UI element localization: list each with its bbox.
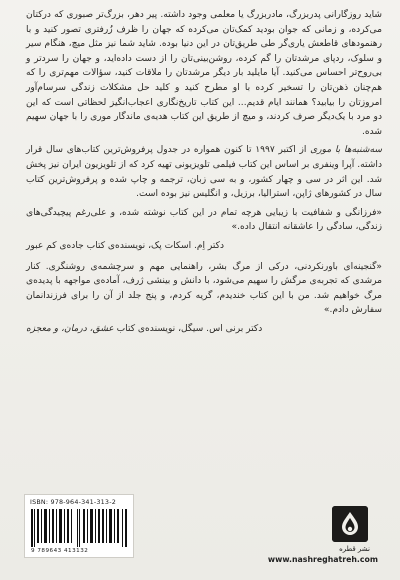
isbn-label: ISBN: 978-964-341-313-2: [30, 498, 116, 506]
quote-1: «فرزانگی و شفافیت با زیبایی هرچه تمام در این کتاب نوشته شده، و علی‌رغم پیچیدگی‌های زندگی، سادگی را عاشقانه انتقال داده.»: [26, 207, 382, 233]
book-title-italic: سه‌شنبه‌ها با موری: [310, 145, 383, 156]
barcode-icon: [31, 509, 127, 547]
blurb-paragraph-2: [26, 143, 382, 201]
quote-2: «گنجینه‌ای باورنکردنی، درکی از مرگ بشر، راهنمایی مهم و سرچشمه‌ی روشنگری. کنار مرشدی که تجربه‌ی مرگش را سهیم می‌شود، با دانش و بینشی ژرف، آماده‌ی مواجهه با پدیده‌ی مرگ خواهیم شد. من با این کتاب خندیدم، گریه کردم، و پنج جلد از آن را برای فرزندانمان سفارش دادم.»: [26, 261, 382, 316]
publisher-logo-icon: [332, 506, 368, 542]
barcode-box: [24, 494, 134, 558]
quote-2-attribution: [26, 322, 382, 337]
publisher-name: نشر قطره: [339, 545, 370, 553]
blurb-paragraph-1: شاید روزگارانی پدربزرگ، مادربزرگ یا معلمی وجود داشته. پیر دهر، بزرگ‌تر صبوری که درکتان می‌کرده، و زمانی که جوان بودید کمک‌تان می‌کرده که جهان را ظرف زُرفتری تصور کنید و با رهنمودهای قاطعش یاری‌گر طی طریق‌تان در این دنیا بوده. شاید شما نیز مثل میچ، هنگام سیر و سلوک، ردپای مرشدتان را گم کرده، روشن‌بینی‌تان را از دست داده‌اید، و جهان را سردتر و بی‌روح‌تر احساس می‌کنید. آیا مایلید بار دیگر مرشدتان را ملاقات کنید، سؤالات مهم‌تری را که هم‌چنان ذهن‌تان را تسخیر کرده با او مطرح کنید و کلید حل مشکلات زندگی سرسام‌آور امروزتان را بیابید؟ همانند ایام قدیم... این کتاب تاریخ‌نگاری اعجاب‌انگیز لحظاتی است که این دو مرد با یک‌دیگر صرف کردند، و میچ از طریق این کتاب هدیه‌ی ماندگار موری را با جهان سهیم شده.: [26, 10, 382, 137]
blurb-text: [26, 8, 382, 235]
cover-footer: [24, 494, 378, 564]
quote-2-block: [26, 260, 382, 318]
blurb-paragraph-2-rest: از اکتبر ۱۹۹۷ تا کنون همواره در جدول پرفروش‌ترین کتاب‌های سال قرار داشته. آپرا وینفری بر اساس این کتاب فیلمی تلویزیونی تهیه کرد که از تلویزیون ایران نیز پخش شد. این اثر در سی و چهار کشور، و به سی زبان، ترجمه و چاپ شده و پرفروش‌ترین کتاب سال در کشورهای ژاپن، استرالیا، برزیل، و انگلیس نیز بوده است.: [26, 145, 382, 200]
quote-2-book-title: عشق، درمان، و معجزه: [26, 323, 114, 334]
quote-1-attribution: دکتر اِم. اسکات پک، نویسنده‌ی کتاب جاده‌ی کم عبور: [26, 240, 225, 251]
publisher-url: www.nashreghatreh.com: [267, 555, 378, 564]
quote-2-author: دکتر برنی اس. سیگل، نویسنده‌ی کتاب: [113, 323, 263, 334]
barcode-number: 9 789643 413132: [31, 548, 89, 554]
